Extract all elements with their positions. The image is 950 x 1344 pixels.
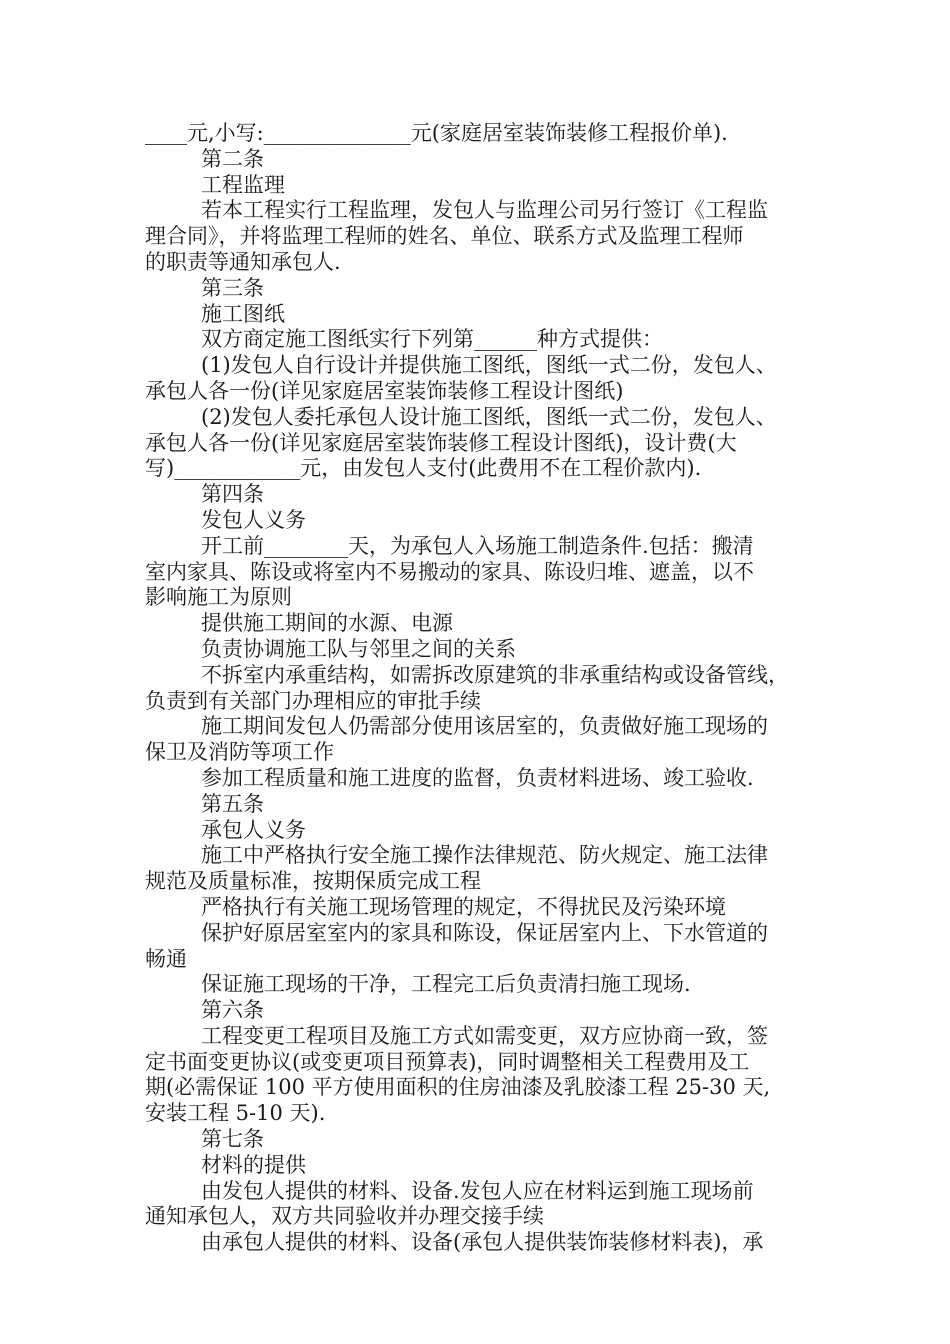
text-line: 影响施工为原则 bbox=[145, 585, 292, 610]
article-heading: 第三条 bbox=[201, 275, 264, 300]
text-line: 由发包人提供的材料、设备.发包人应在材料运到施工现场前 bbox=[201, 1178, 754, 1203]
text-line: 安装工程 5-10 天). bbox=[145, 1101, 326, 1126]
article-heading: 第五条 bbox=[201, 791, 264, 816]
text-line: 的职责等通知承包人. bbox=[145, 249, 341, 274]
text-line: 若本工程实行工程监理，发包人与监理公司另行签订《工程监 bbox=[201, 198, 768, 223]
text-line: 施工期间发包人仍需部分使用该居室的，负责做好施工现场的 bbox=[201, 714, 768, 739]
article-heading: 第六条 bbox=[201, 998, 264, 1023]
text-line: 由承包人提供的材料、设备(承包人提供装饰装修材料表)，承 bbox=[201, 1230, 764, 1255]
text-line: 提供施工期间的水源、电源 bbox=[201, 611, 453, 636]
text-line: 理合同》，并将监理工程师的姓名、单位、联系方式及监理工程师 bbox=[145, 224, 744, 249]
text-line: 负责协调施工队与邻里之间的关系 bbox=[201, 636, 516, 661]
text-line: 保卫及消防等项工作 bbox=[145, 740, 334, 765]
section-title: 发包人义务 bbox=[201, 507, 306, 532]
article-heading: 第二条 bbox=[201, 146, 264, 171]
text-line: 畅通 bbox=[145, 946, 187, 971]
section-title: 材料的提供 bbox=[201, 1152, 306, 1177]
section-title: 承包人义务 bbox=[201, 817, 306, 842]
text-line: 参加工程质量和施工进度的监督，负责材料进场、竣工验收. bbox=[201, 765, 754, 790]
text-line: 双方商定施工图纸实行下列第______种方式提供： bbox=[201, 327, 663, 352]
text-line: 室内家具、陈设或将室内不易搬动的家具、陈设归堆、遮盖，以不 bbox=[145, 559, 754, 584]
text-line: 承包人各一份(详见家庭居室装饰装修工程设计图纸)，设计费(大 bbox=[145, 430, 737, 455]
text-line: (1)发包人自行设计并提供施工图纸，图纸一式二份，发包人、 bbox=[201, 353, 777, 378]
text-line: 施工中严格执行安全施工操作法律规范、防火规定、施工法律 bbox=[201, 843, 768, 868]
text-line: 保护好原居室室内的家具和陈设，保证居室内上、下水管道的 bbox=[201, 920, 768, 945]
text-line: 定书面变更协议(或变更项目预算表)，同时调整相关工程费用及工 bbox=[145, 1049, 750, 1074]
text-line: 不拆室内承重结构，如需拆改原建筑的非承重结构或设备管线， bbox=[201, 662, 789, 687]
text-line: 承包人各一份(详见家庭居室装饰装修工程设计图纸) bbox=[145, 378, 624, 403]
text-line: 写)____________元，由发包人支付(此费用不在工程价款内). bbox=[145, 456, 702, 481]
text-line: 开工前________天，为承包人入场施工制造条件.包括：搬清 bbox=[201, 533, 754, 558]
text-line: 工程变更工程项目及施工方式如需变更，双方应协商一致，签 bbox=[201, 1023, 768, 1048]
document-body bbox=[145, 121, 810, 1256]
text-line: 严格执行有关施工现场管理的规定，不得扰民及污染环境 bbox=[201, 894, 726, 919]
text-line: 规范及质量标准，按期保质完成工程 bbox=[145, 869, 481, 894]
article-heading: 第七条 bbox=[201, 1127, 264, 1152]
text-line: 保证施工现场的干净，工程完工后负责清扫施工现场. bbox=[201, 972, 691, 997]
section-title: 工程监理 bbox=[201, 172, 285, 197]
text-line: (2)发包人委托承包人设计施工图纸，图纸一式二份，发包人、 bbox=[201, 404, 777, 429]
text-line: ____元,小写:______________元(家庭居室装饰装修工程报价单). bbox=[145, 121, 728, 145]
text-line: 通知承包人，双方共同验收并办理交接手续 bbox=[145, 1204, 544, 1229]
section-title: 施工图纸 bbox=[201, 301, 285, 326]
text-line: 负责到有关部门办理相应的审批手续 bbox=[145, 688, 481, 713]
text-line: 期(必需保证 100 平方使用面积的住房油漆及乳胶漆工程 25-30 天, bbox=[145, 1075, 771, 1100]
article-heading: 第四条 bbox=[201, 482, 264, 507]
